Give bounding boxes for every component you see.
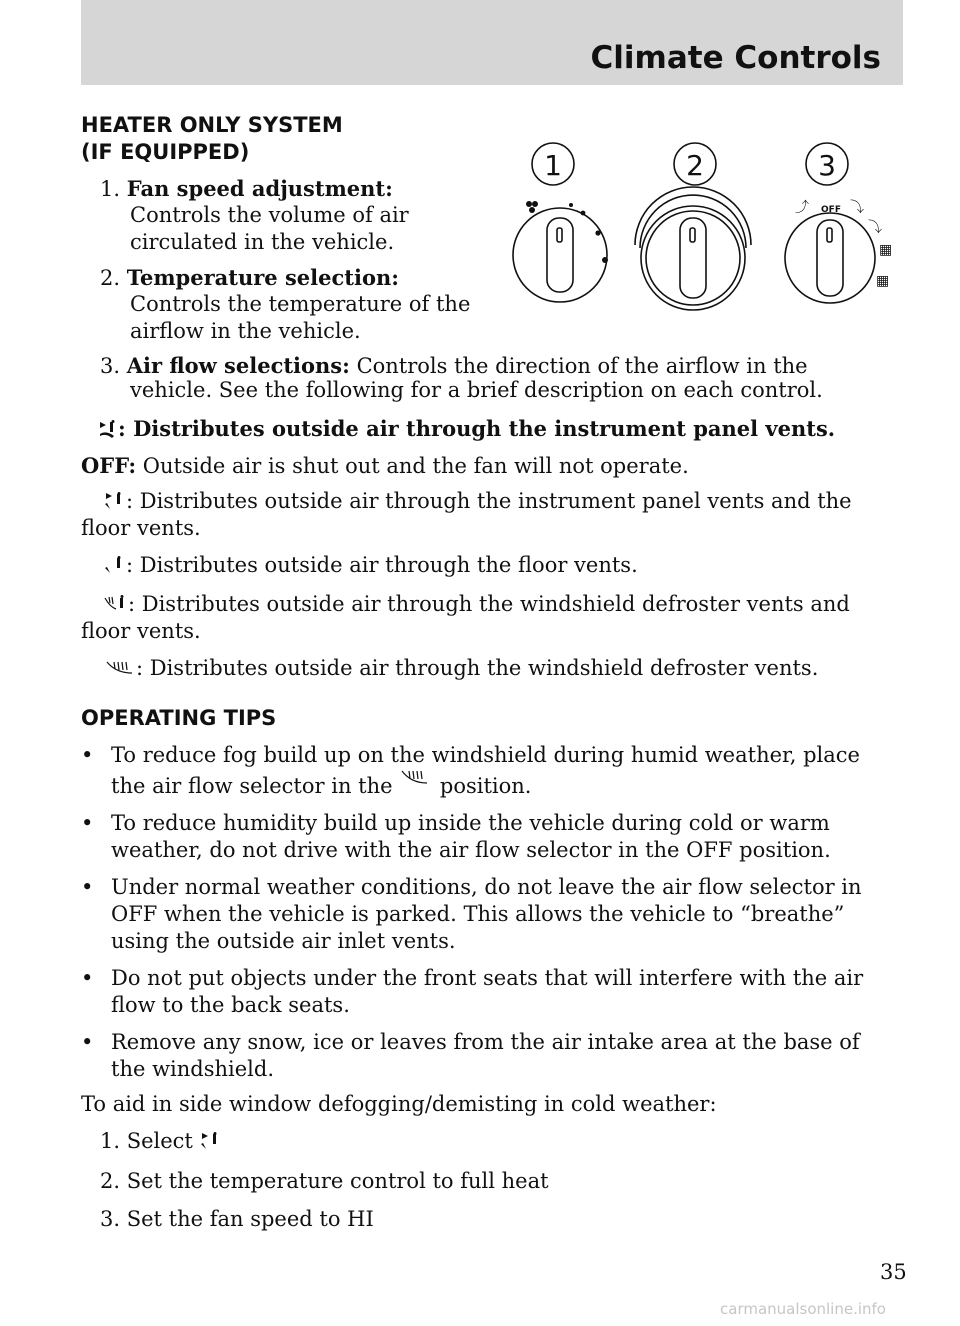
tips-list [81,742,911,1093]
svg-text:⤵: ⤵ [850,200,864,216]
climate-knobs-figure [505,140,915,340]
page-title: Climate Controls [590,40,881,76]
panel-floor-vent-icon [104,492,126,510]
operating-tips-heading: OPERATING TIPS [81,706,277,730]
defrost-floor-icon [104,595,128,613]
fan-speed-desc: Controls the volume of air circulated in the vehicle. [130,203,409,254]
list-item: • Do not put objects under the front seats that will interfere with the air flow to the back seats. [81,966,864,1017]
mode-defrost: : Distributes outside air through the windshield defroster vents. [106,655,818,682]
section-heading-line2: (IF EQUIPPED) [81,140,250,164]
page-number: 35 [880,1260,907,1284]
list-item-air-flow: 3. Air flow selections: Controls the direction of the airflow in the [100,353,808,378]
temperature-desc: Controls the temperature of the airflow in the vehicle. [130,292,471,343]
svg-text:⤵: ⤵ [868,220,882,236]
defrost-icon [399,769,433,787]
off-label: OFF [821,205,841,215]
list-item-temperature: 2. Temperature selection: [100,265,399,290]
defog-step-2: 2. Set the temperature control to full heat [100,1169,549,1193]
mode-off: OFF: Outside air is shut out and the fan will not operate. [81,453,689,478]
air-flow-label: Air flow selections: [126,353,350,378]
mode-defrost-floor-line2: floor vents. [81,619,201,643]
mode-panel-floor-line2: floor vents. [81,516,201,540]
list-item: • Remove any snow, ice or leaves from the air intake area at the base of the windshield. [81,1030,860,1081]
defrost-icon [106,659,136,677]
list-item: • To reduce fog build up on the windshield during humid weather, place the air flow selector in the position. [81,743,860,798]
defog-step-1: 1. Select [100,1128,222,1155]
defog-step-3: 3. Set the fan speed to HI [100,1207,374,1231]
list-item: • To reduce humidity build up inside the vehicle during cold or warm weather, do not drive with the air flow selector in the OFF position. [81,811,831,862]
mode-floor: : Distributes outside air through the floor vents. [104,552,638,579]
callout-label-3: 3 [818,149,836,182]
list-item-fan-speed: 1. Fan speed adjustment: [100,176,393,201]
panel-vent-icon [98,420,118,438]
header-bar [81,0,903,85]
watermark: carmanualsonline.info [720,1300,886,1318]
mode-panel: : Distributes outside air through the instrument panel vents. [98,415,835,443]
mode-panel-floor: : Distributes outside air through the instrument panel vents and the [104,488,852,515]
section-heading-line1: HEATER ONLY SYSTEM [81,113,343,137]
section-heading [81,112,343,166]
mode-defrost-floor: : Distributes outside air through the windshield defroster vents and [104,591,850,618]
panel-floor-vent-icon [200,1132,222,1150]
svg-text:▦: ▦ [879,242,893,258]
callout-label-2: 2 [686,149,704,182]
floor-vent-icon [104,556,126,574]
air-flow-desc: vehicle. See the following for a brief description on each control. [130,378,823,402]
list-item: • Under normal weather conditions, do not leave the air flow selector in OFF when the vehicle is parked. This allows the vehicle to “breathe” using the outside air inlet vents. [81,875,862,953]
svg-text:▦: ▦ [876,273,890,289]
fan-speed-label: Fan speed adjustment: [126,176,393,201]
off-mode-label: OFF: [81,453,137,478]
defog-intro: To aid in side window defogging/demisting in cold weather: [81,1092,717,1116]
temperature-label: Temperature selection: [126,265,399,290]
svg-text:⤴: ⤴ [795,200,809,216]
callout-label-1: 1 [544,149,562,182]
